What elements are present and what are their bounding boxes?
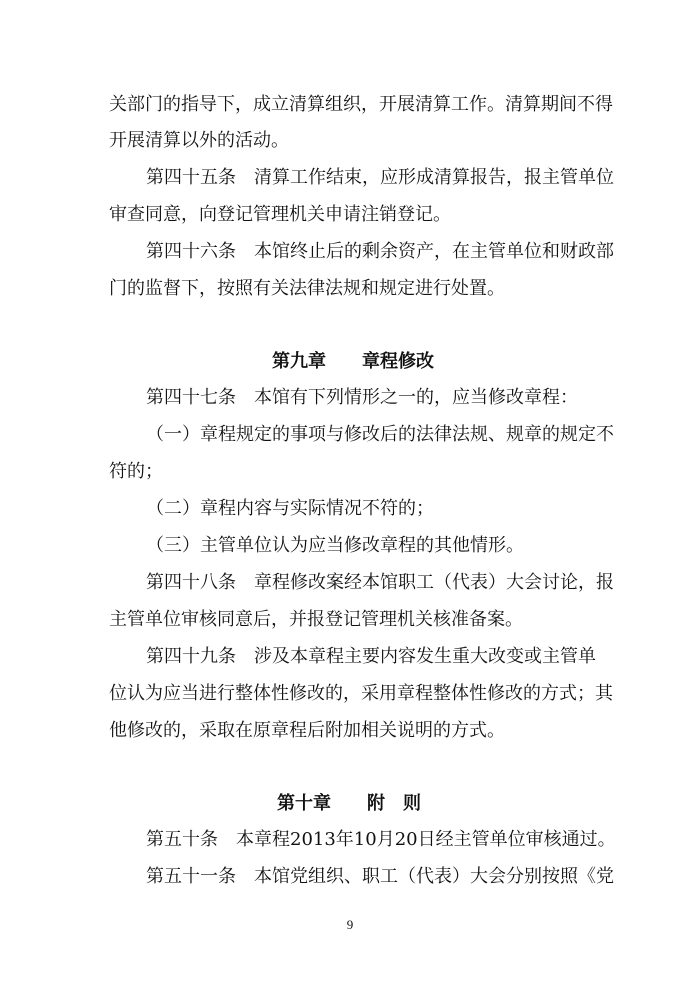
text-line-2: 开展清算以外的活动。 — [109, 130, 289, 151]
article-46-line-2: 门的监督下，按照有关法律法规和规定进行处置。 — [109, 278, 505, 299]
article-49-line-1: 第四十九条 涉及本章程主要内容发生重大改变或主管单 — [146, 646, 596, 667]
chapter-9-heading: 第九章 章程修改 — [272, 351, 434, 372]
article-47-line-1: 第四十七条 本馆有下列情形之一的，应当修改章程： — [146, 387, 578, 408]
article-46-line-1: 第四十六条 本馆终止后的剩余资产，在主管单位和财政部 — [146, 241, 614, 262]
article-45-line-2: 审查同意，向登记管理机关申请注销登记。 — [109, 204, 451, 225]
clause-1-line-2: 符的； — [109, 461, 163, 482]
clause-3: （三）主管单位认为应当修改章程的其他情形。 — [146, 535, 524, 556]
article-50: 第五十条 本章程2013年10月20日经主管单位审核通过。 — [146, 829, 616, 850]
text-line-1: 关部门的指导下，成立清算组织，开展清算工作。清算期间不得 — [109, 94, 613, 115]
page-number: 9 — [346, 917, 354, 932]
clause-1-line-1: （一）章程规定的事项与修改后的法律法规、规章的规定不 — [146, 424, 614, 445]
clause-2: （二）章程内容与实际情况不符的； — [146, 498, 434, 519]
article-45-line-1: 第四十五条 清算工作结束，应形成清算报告，报主管单位 — [146, 167, 614, 188]
article-51-line-1: 第五十一条 本馆党组织、职工（代表）大会分别按照《党 — [146, 866, 614, 887]
article-49-line-3: 他修改的，采取在原章程后附加相关说明的方式。 — [109, 720, 505, 741]
article-48-line-2: 主管单位审核同意后，并报登记管理机关核准备案。 — [109, 609, 523, 630]
chapter-10-heading: 第十章 附 则 — [277, 793, 421, 814]
article-49-line-2: 位认为应当进行整体性修改的，采用章程整体性修改的方式；其 — [109, 683, 613, 704]
article-48-line-1: 第四十八条 章程修改案经本馆职工（代表）大会讨论，报 — [146, 572, 614, 593]
